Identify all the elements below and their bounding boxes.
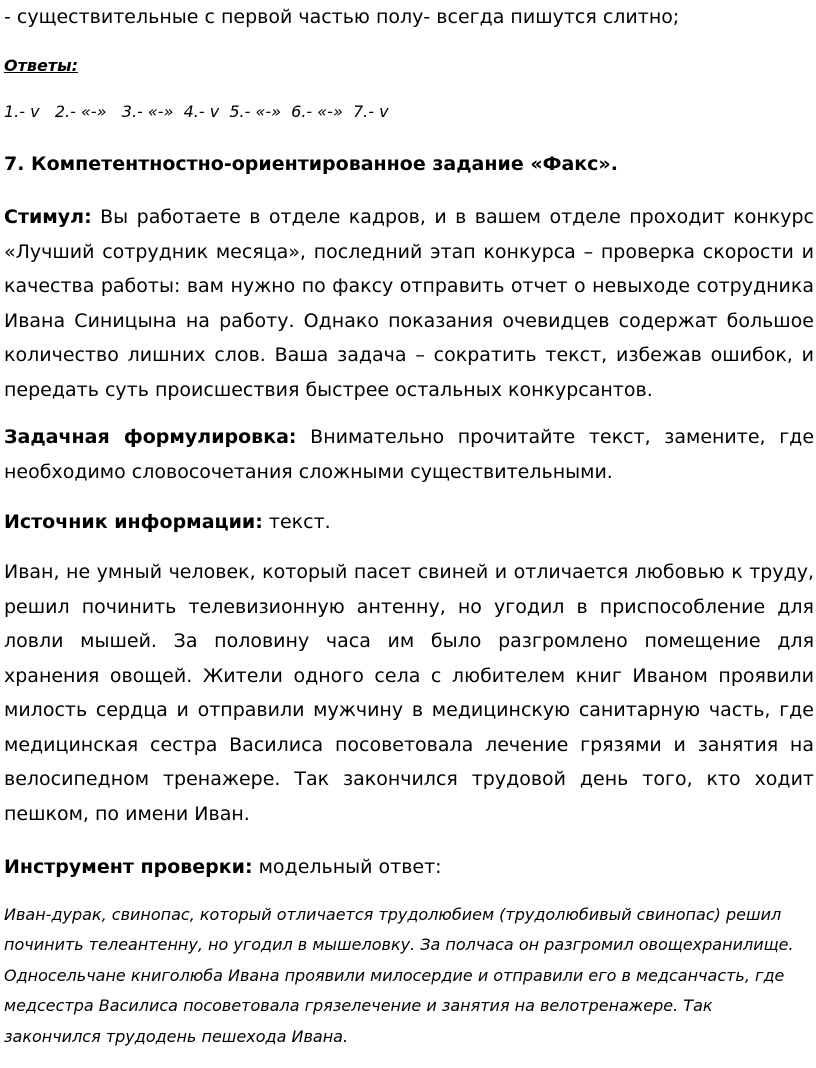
story-paragraph: Иван, не умный человек, который пасет свиней и отличается любовью к труду, решил починить телевизионную антенну, но угодил в приспособление для ловли мышей. За половину часа им было разгромлено помещение для хранения овощей. Жители одного села с любителем книг Иваном проявили милость сердца и отправили мужчину в медицинскую санитарную часть, где медицинская сестра Василиса посоветовала лечение грязями и занятия на велосипедном тренажере. Так закончился трудовой день того, кто ходит пешком, по имени Иван. bbox=[4, 561, 814, 825]
source-label: Источник информации: bbox=[4, 511, 263, 533]
formulation-label: Задачная формулировка: bbox=[4, 426, 297, 448]
intro-rule-line: - существительные с первой частью полу- всегда пишутся слитно; bbox=[4, 6, 680, 28]
stimul-text: Вы работаете в отделе кадров, и в вашем отделе проходит конкурс «Лучший сотрудник месяца», последний этап конкурса – проверка скорости и качества работы: вам нужно по факсу отправить отчет о невыходе сотрудника Ивана Синицына на работу. Однако показания очевидцев содержат большое количество лишних слов. Ваша задача – сократить текст, избежав ошибок, и передать суть происшествия быстрее остальных конкурсантов. bbox=[4, 206, 814, 401]
model-answer-paragraph: Иван-дурак, свинопас, который отличается трудолюбием (трудолюбивый свинопас) решил починить телеантенну, но угодил в мышеловку. За полчаса он разгромил овощехранилище. Односельчане книголюба Ивана проявили милосердие и отправили его в медсанчасть, где медсестра Василиса посоветовала грязелечение и занятия на велотренажере. Так закончился трудодень пешехода Ивана. bbox=[4, 905, 794, 1046]
stimul-label: Стимул: bbox=[4, 206, 92, 228]
answers-list: 1.- v 2.- «-» 3.- «-» 4.- v 5.- «-» 6.- «-» 7.- v bbox=[4, 102, 389, 121]
formulation-paragraph bbox=[4, 420, 814, 489]
tool-text: модельный ответ: bbox=[252, 856, 442, 878]
source-paragraph bbox=[4, 505, 814, 540]
task-heading: 7. Компетентностно-ориентированное задание «Факс». bbox=[4, 153, 618, 175]
source-text: текст. bbox=[262, 511, 331, 533]
formulation-text: Внимательно прочитайте текст, замените, где необходимо словосочетания сложными существительными. bbox=[4, 426, 815, 483]
tool-paragraph bbox=[4, 850, 814, 885]
tool-label: Инструмент проверки: bbox=[4, 856, 253, 878]
stimul-paragraph bbox=[4, 200, 814, 407]
answers-label: Ответы: bbox=[4, 56, 78, 75]
